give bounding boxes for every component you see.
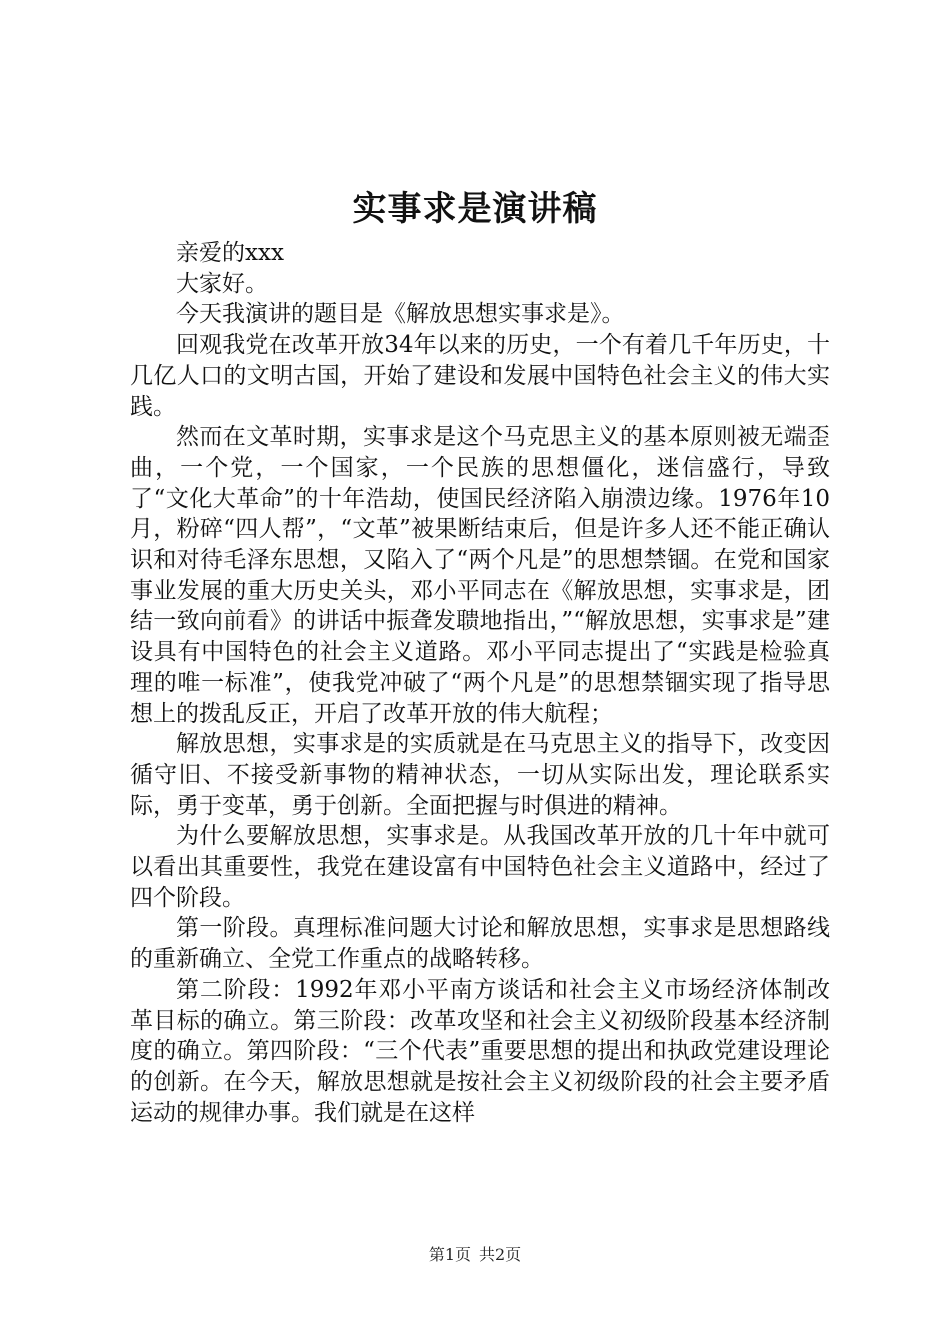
page-footer xyxy=(0,1243,950,1267)
document-title: 实事求是演讲稿 xyxy=(352,189,598,229)
paragraph: 回观我党在改革开放34年以来的历史，一个有着几千年历史，十几亿人口的文明古国，开始了建设和发展中国特色社会主义的伟大实践。 xyxy=(130,332,830,420)
greeting: 大家好。 xyxy=(176,270,268,297)
page-total: 共2页 xyxy=(479,1245,522,1264)
paragraph: 今天我演讲的题目是《解放思想实事求是》。 xyxy=(176,301,625,328)
paragraph: 第二阶段：1992年邓小平南方谈话和社会主义市场经济体制改革目标的确立。第三阶段：改革攻坚和社会主义初级阶段基本经济制度的确立。第四阶段：“三个代表”重要思想的提出和执政党建设理论的创新。在今天，解放思想就是按社会主义初级阶段的社会主要矛盾运动的规律办事。我们就是在这样 xyxy=(130,976,830,1126)
salutation: 亲爱的xxx xyxy=(176,240,284,266)
paragraph: 解放思想，实事求是的实质就是在马克思主义的指导下，改变因循守旧、不接受新事物的精神状态，一切从实际出发，理论联系实际，勇于变革，勇于创新。全面把握与时俱进的精神。 xyxy=(130,731,830,819)
paragraph: 为什么要解放思想，实事求是。从我国改革开放的几十年中就可以看出其重要性，我党在建设富有中国特色社会主义道路中，经过了四个阶段。 xyxy=(130,823,830,911)
paragraph: 第一阶段。真理标准问题大讨论和解放思想，实事求是思想路线的重新确立、全党工作重点的战略转移。 xyxy=(130,915,830,973)
page-number: 第1页 xyxy=(428,1245,471,1264)
paragraph: 然而在文革时期，实事求是这个马克思主义的基本原则被无端歪曲，一个党，一个国家，一个民族的思想僵化，迷信盛行，导致了“文化大革命”的十年浩劫，使国民经济陷入崩溃边缘。1976年10月，粉碎“四人帮”，“文革”被果断结束后，但是许多人还不能正确认识和对待毛泽东思想，又陷入了“两个凡是”的思想禁锢。在党和国家事业发展的重大历史关头，邓小平同志在《解放思想，实事求是，团结一致向前看》的讲话中振聋发聩地指出，”“解放思想，实事求是”建设具有中国特色的社会主义道路。邓小平同志提出了“实践是检验真理的唯一标准”，使我党冲破了“两个凡是”的思想禁锢实现了指导思想上的拨乱反正，开启了改革开放的伟大航程； xyxy=(130,424,830,727)
document-body xyxy=(130,238,830,1128)
